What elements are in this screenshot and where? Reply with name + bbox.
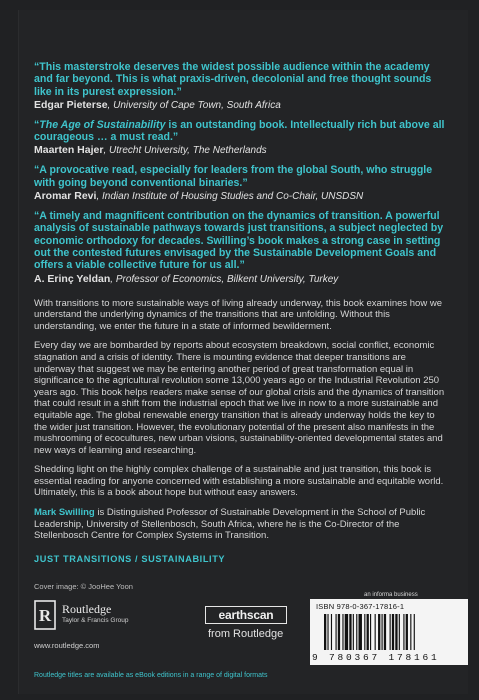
author-name: Mark Swilling [34,507,95,519]
cover-image-credit: Cover image: © JooHee Yoon [34,582,133,591]
quote-text-rest: is an outstanding book. Intellectually rich but above all courageous … a must read.” [34,118,445,144]
quote-3 [34,164,447,203]
quote-attribution [34,190,447,203]
quote-4 [34,210,447,285]
quote-author: Edgar Pieterse [34,98,108,111]
quote-text: “This masterstroke deserves the widest possible audience within the academy and far beyond. This is what praxis-driven, decolonial and free thought sounds like in its purest expression.” [34,61,432,98]
book-title-italic: The Age of Sustainability [39,118,166,131]
blurb-paragraph: Every day we are bombarded by reports about ecosystem breakdown, social conflict, economic stagnation and a crisis of identity. There is mounting evidence that deeper transitions are underway that suggest we may be entering another period of great transformation equal in significance to the agricultural revolution some 13,000 years ago or the Industrial Revolution 250 years ago. This book helps readers make sense of our global crisis and the dynamics of transition that could result in a shift from the industrial epoch that we live in now to a more sustainable and equitable age. The global renewable energy transition that is already underway holds the key to the wider just transition. However, the evolutionary potential of the present also manifests in the mushrooming of ecocultures, new urban visions, sustainability-oriented developmental states and new ways of learning and researching. [34,340,445,456]
barcode-number: 9 780367 178161 [312,652,440,663]
author-bio-text: is Distinguished Professor of Sustainable Development in the School of Public Leadership, University of Stellenbosch, South Africa, where he is the Co-Director of the Stellenbosch Centre for Complex Systems in Transition. [34,507,426,542]
subject-category: JUST TRANSITIONS / SUSTAINABILITY [34,553,226,564]
routledge-logo [34,598,164,638]
earthscan-wordmark: earthscan [205,606,287,624]
quote-affiliation: , Utrecht University, The Netherlands [103,145,267,157]
quote-affiliation: , Indian Institute of Housing Studies and Co-Chair, UNSDSN [96,191,364,203]
quote-text [34,119,447,144]
earthscan-logo [205,606,289,650]
blurb-paragraph: Shedding light on the highly complex challenge of a sustainable and just transition, this book is essential reading for anyone concerned with establishing a more sustainable and equitable world. Ultimately, this is a book about hope but without easy answers. [34,464,444,499]
svg-text:R: R [38,606,52,625]
barcode-icon [324,614,462,650]
routledge-r-icon [34,600,56,630]
quote-affiliation: , University of Cape Town, South Africa [107,99,281,111]
ebook-footer-note: Routledge titles are available as eBook editions in a range of digital formats [34,672,268,679]
quote-text: “A timely and magnificent contribution on the dynamics of transition. A powerful analysis of sustainable pathways towards just transitions, a subject neglected by economic orthodoxy for decades. Swilling’s book makes a strong case in setting out the contested futures envisaged by the Sustainable Development Goals and offers a viable collective future for us all.” [34,210,444,272]
quote-text: “A provocative read, especially for leaders from the global South, who struggle with going beyond conventional binaries.” [34,164,433,189]
blurb-paragraph: With transitions to more sustainable ways of living already underway, this book examines how we understand the underlying dynamics of the transitions that are unfolding. Without this understanding, we enter the future in a state of informed bewilderment. [34,297,442,332]
informa-business: an informa business [364,592,418,598]
quote-author: Maarten Hajer [34,144,104,157]
quote-1 [34,61,447,112]
publisher-url: www.routledge.com [34,641,100,650]
quote-open-mark: “ [34,118,40,131]
quote-attribution [34,144,447,157]
quote-attribution [34,273,447,286]
author-bio [34,507,447,542]
publisher-group: Taylor & Francis Group [62,617,129,624]
blurb [34,298,447,542]
quote-author: A. Erinç Yeldan [34,272,111,285]
earthscan-from: from Routledge [208,628,284,640]
quote-affiliation: , Professor of Economics, Bilkent University, Turkey [110,273,339,285]
barcode-panel [310,599,468,665]
quote-attribution [34,99,447,112]
isbn-label: ISBN 978-0-367-17816-1 [316,602,405,611]
publisher-name: Routledge [62,602,112,616]
quote-2 [34,119,447,158]
quote-author: Aromar Revi [34,190,97,203]
cover-content [34,61,447,564]
